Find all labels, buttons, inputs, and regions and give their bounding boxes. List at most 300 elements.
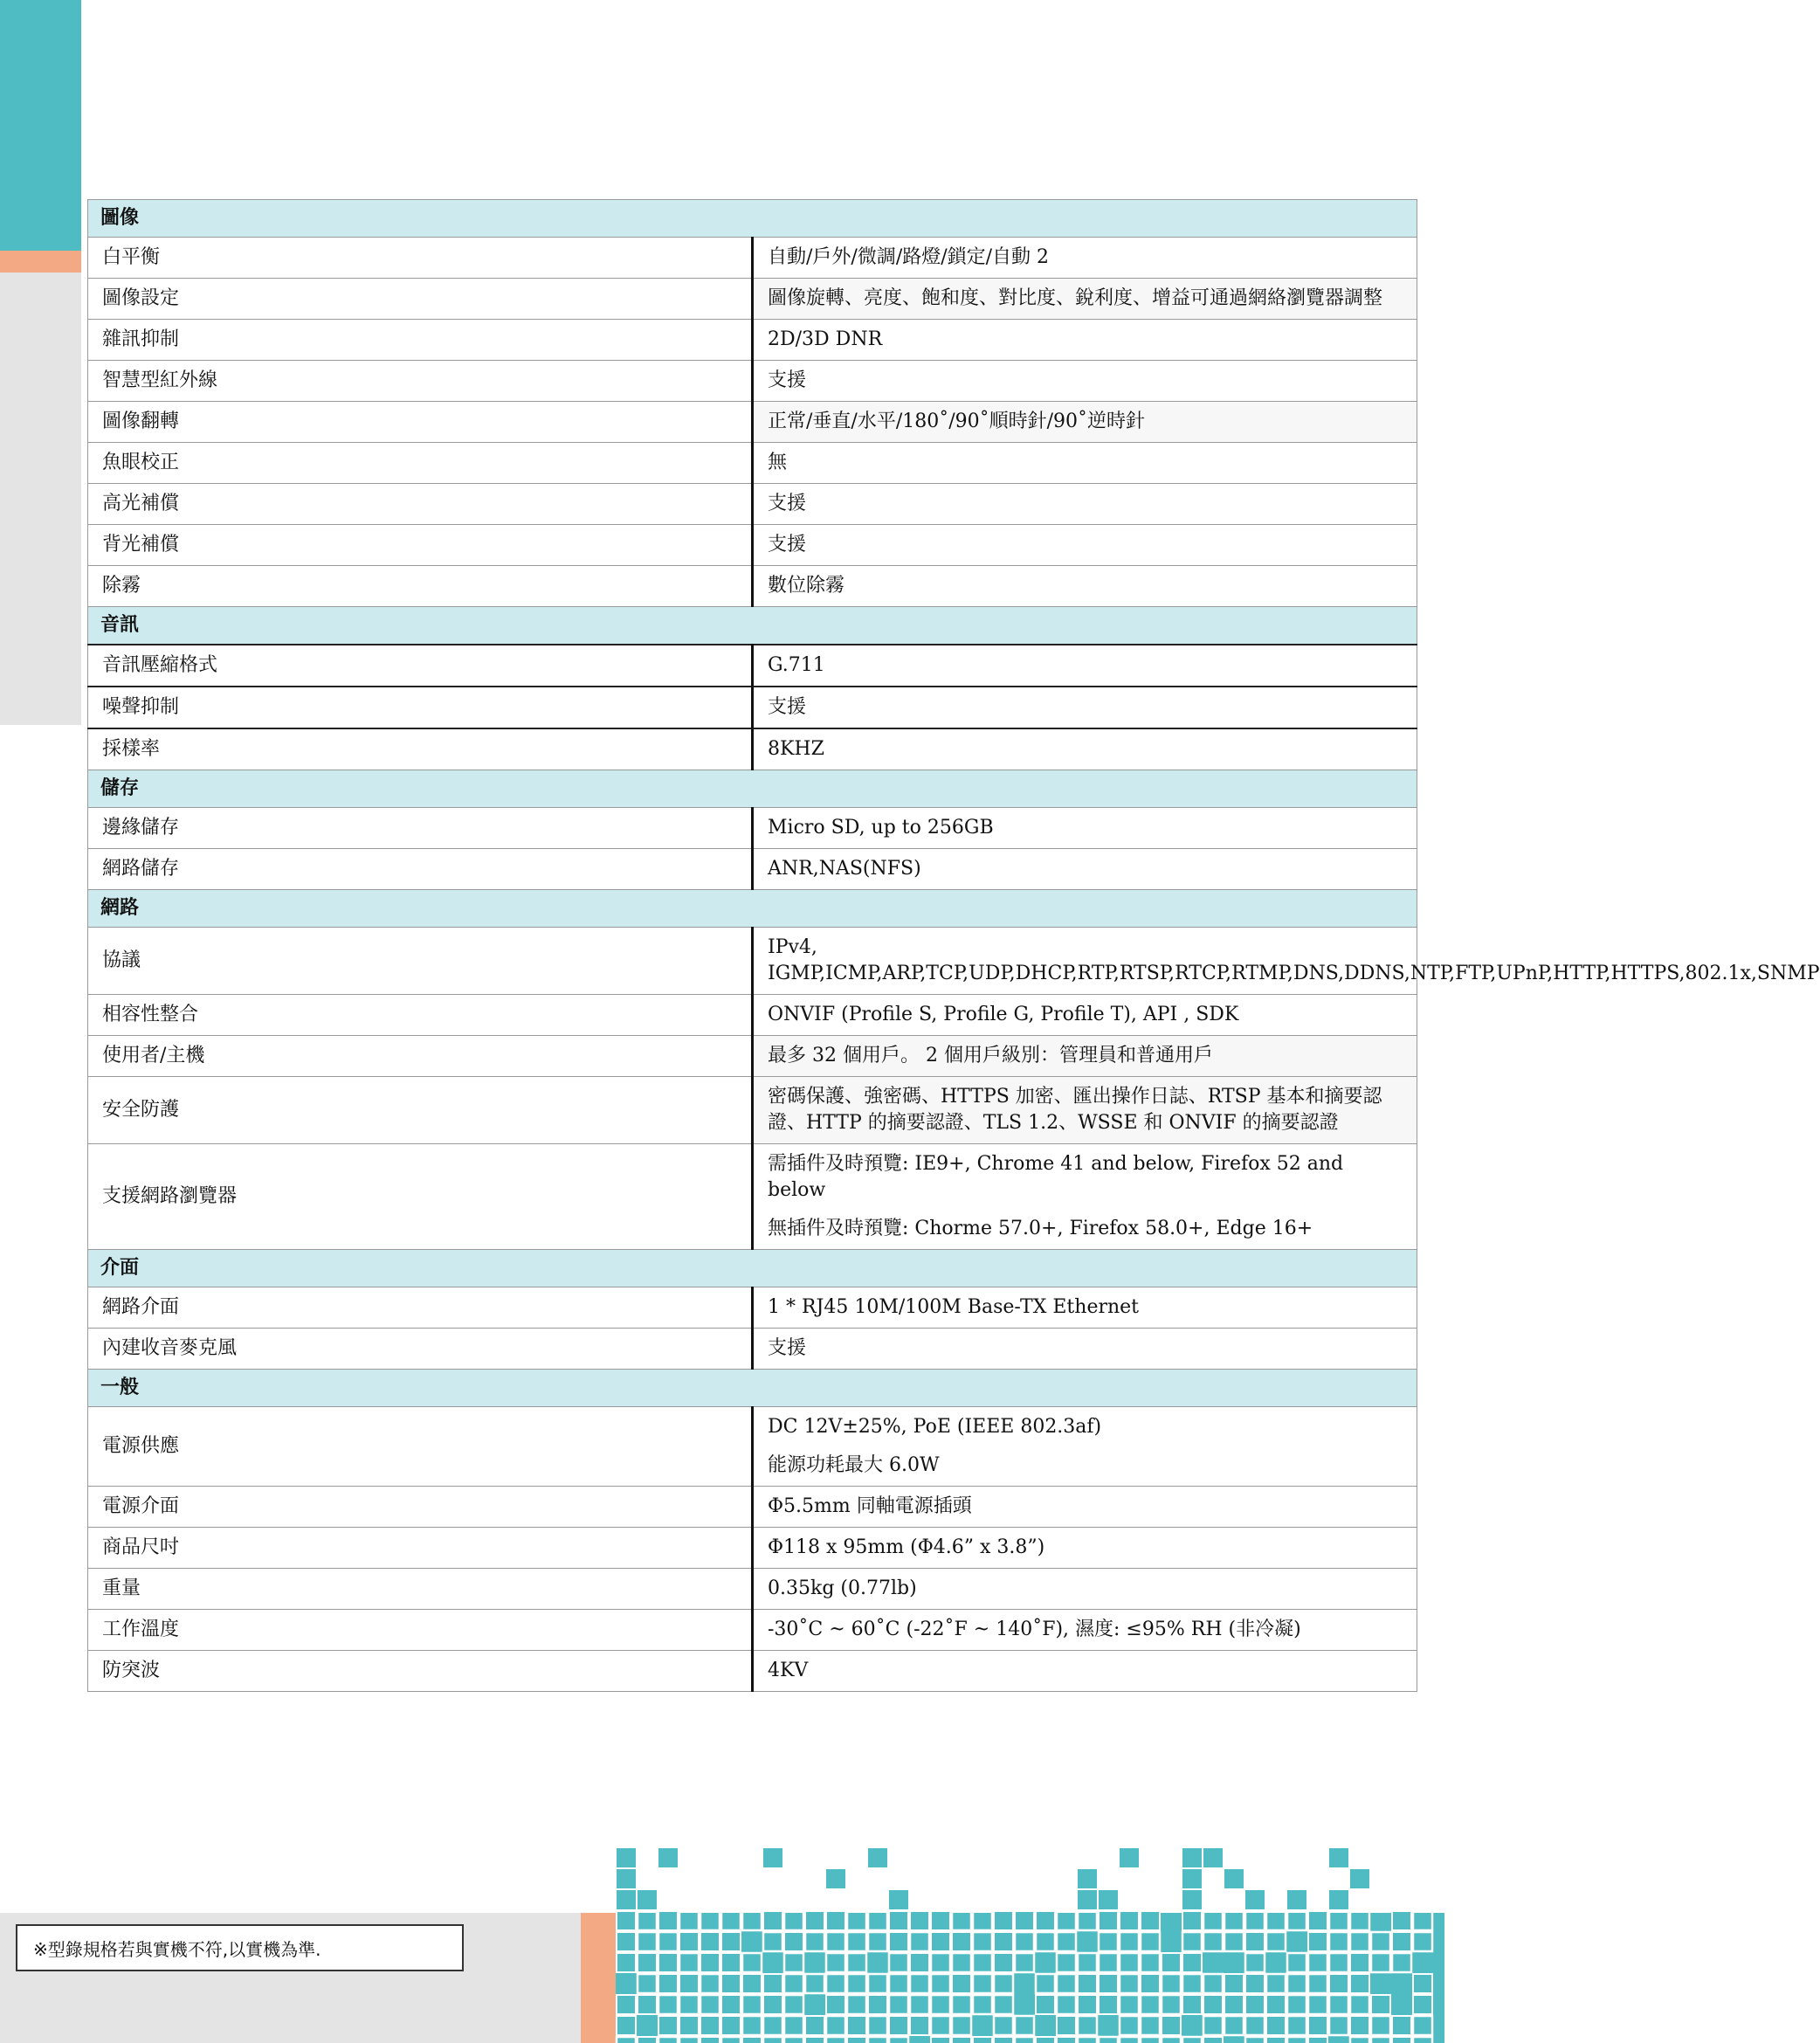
pixel-square xyxy=(847,1932,866,1951)
pixel-square xyxy=(1120,1995,1139,2014)
pixel-square xyxy=(1182,1848,1202,1867)
pixel-square xyxy=(973,1932,992,1951)
pixel-square xyxy=(1308,1995,1327,2014)
pixel-square xyxy=(1392,2016,1411,2035)
spec-value-line: 0.35kg (0.77lb) xyxy=(768,1577,917,1599)
pixel-square xyxy=(1266,1995,1286,2014)
pixel-square xyxy=(1162,1995,1181,2014)
pixel-square xyxy=(952,2037,971,2043)
pixel-square xyxy=(910,1995,929,2014)
pixel-square xyxy=(617,1869,636,1888)
pixel-square xyxy=(889,1890,908,1909)
spec-value-line: 圖像旋轉、亮度、飽和度、對比度、銳利度、增益可通過網絡瀏覽器調整 xyxy=(768,287,1383,309)
spec-label: 噪聲抑制 xyxy=(88,687,753,728)
spec-value-line: 自動/戶外/微調/路燈/鎖定/自動 2 xyxy=(768,246,1050,268)
pixel-square xyxy=(1182,1932,1202,1951)
pixel-square xyxy=(1329,1932,1348,1951)
pixel-square xyxy=(658,1932,678,1951)
pixel-square xyxy=(826,1911,845,1930)
spec-value-line: 密碼保護、強密碼、HTTPS 加密、匯出操作日誌、RTSP 基本和摘要認證、HTTP 的摘要認證、TLS 1.2、WSSE 和 ONVIF 的摘要認證 xyxy=(768,1086,1382,1134)
spec-value-line: -30˚C ~ 60˚C (-22˚F ~ 140˚F), 濕度: ≤95% RH (非冷凝) xyxy=(768,1619,1301,1640)
pixel-square xyxy=(1182,1995,1202,2014)
spec-value-line: G.711 xyxy=(768,654,825,676)
pixel-square xyxy=(889,2016,908,2035)
pixel-square xyxy=(1350,1869,1369,1888)
pixel-square xyxy=(1120,2016,1139,2035)
spec-label: 圖像設定 xyxy=(88,279,753,320)
section-title: 一般 xyxy=(88,1370,1417,1407)
pixel-square xyxy=(1308,2037,1327,2043)
pixel-square xyxy=(763,1995,782,2014)
spec-label: 相容性整合 xyxy=(88,995,753,1036)
pixel-square xyxy=(1099,1974,1118,1993)
pixel-square xyxy=(1287,2037,1306,2043)
pixel-square xyxy=(889,1995,908,2014)
spec-label: 電源供應 xyxy=(88,1407,753,1487)
pixel-square xyxy=(1036,1932,1055,1951)
pixel-square xyxy=(994,1911,1013,1930)
pixel-square xyxy=(638,2037,657,2043)
pixel-square xyxy=(721,1932,741,1951)
pixel-square xyxy=(679,1974,699,1993)
pixel-square xyxy=(868,1974,887,1993)
pixel-square xyxy=(1224,1869,1244,1888)
spec-label: 白平衡 xyxy=(88,238,753,279)
pixel-square xyxy=(784,1995,803,2014)
pixel-square xyxy=(1015,2037,1034,2043)
pixel-square xyxy=(826,1974,845,1993)
spec-label: 圖像翻轉 xyxy=(88,402,753,443)
pixel-square xyxy=(805,2016,824,2035)
pixel-square xyxy=(763,2016,782,2035)
pixel-square xyxy=(1078,2037,1097,2043)
pixel-square xyxy=(700,1953,720,1972)
pixel-square xyxy=(617,1953,636,1972)
pixel-square xyxy=(1392,2037,1411,2043)
section-title: 介面 xyxy=(88,1250,1417,1287)
pixel-square xyxy=(1392,1932,1411,1951)
pixel-square xyxy=(1120,2037,1139,2043)
spec-label: 電源介面 xyxy=(88,1487,753,1528)
pixel-square xyxy=(617,2037,636,2043)
pixel-square xyxy=(931,2037,950,2043)
pixel-square xyxy=(1413,1911,1432,1930)
pixel-square xyxy=(1308,1953,1327,1972)
pixel-square xyxy=(826,1953,845,1972)
pixel-square xyxy=(1078,1869,1097,1888)
pixel-square xyxy=(763,2037,782,2043)
pixel-square xyxy=(1015,1932,1034,1951)
pixel-square xyxy=(1182,1869,1202,1888)
pixel-square xyxy=(763,1974,782,1993)
pixel-square xyxy=(1224,1911,1244,1930)
pixel-square xyxy=(1413,1932,1432,1951)
pixel-square xyxy=(1413,1974,1432,1993)
pixel-square xyxy=(1182,2037,1202,2043)
pixel-square xyxy=(784,2016,803,2035)
pixel-square xyxy=(826,1995,845,2014)
pixel-square xyxy=(973,1995,992,2014)
pixel-square xyxy=(847,2016,866,2035)
pixel-square xyxy=(931,1953,950,1972)
spec-value-line: 8KHZ xyxy=(768,738,824,760)
pixel-square xyxy=(1203,1974,1223,1993)
pixel-square xyxy=(1099,1911,1118,1930)
spec-label: 高光補償 xyxy=(88,484,753,525)
pixel-square xyxy=(1120,1911,1139,1930)
pixel-square xyxy=(847,1974,866,1993)
pixel-square xyxy=(617,1911,636,1930)
pixel-square xyxy=(952,2016,971,2035)
pixel-square xyxy=(658,1848,678,1867)
pixel-square xyxy=(700,1932,720,1951)
pixel-square xyxy=(1036,1911,1055,1930)
pixel-square xyxy=(700,1974,720,1993)
pixel-square xyxy=(721,2016,741,2035)
pixel-square xyxy=(1308,1974,1327,1993)
pixel-square xyxy=(1057,1932,1076,1951)
pixel-square xyxy=(1371,1995,1390,2014)
spec-value-line: 2D/3D DNR xyxy=(768,328,883,350)
pixel-square xyxy=(1392,1953,1411,1972)
pixel-square xyxy=(1350,1953,1369,1972)
spec-value-line: 數位除霧 xyxy=(768,575,845,597)
pixel-square xyxy=(868,2016,887,2035)
spec-value-line: 無 xyxy=(768,452,788,473)
pixel-square xyxy=(658,1911,678,1930)
pixel-square xyxy=(1224,2016,1244,2035)
pixel-square xyxy=(952,1953,971,1972)
pixel-square xyxy=(1371,1932,1390,1951)
pixel-square xyxy=(1224,1995,1244,2014)
spec-value-line: 支援 xyxy=(768,534,807,556)
pixel-square xyxy=(1057,1911,1076,1930)
spec-value-line: Micro SD, up to 256GB xyxy=(768,817,994,839)
pixel-square xyxy=(1099,1953,1118,1972)
pixel-square xyxy=(1203,2037,1223,2043)
pixel-square xyxy=(805,1932,824,1951)
pixel-square xyxy=(1329,1953,1348,1972)
pixel-square xyxy=(847,1953,866,1972)
pixel-square xyxy=(1329,1995,1348,2014)
pixel-square xyxy=(1413,2016,1432,2035)
pixel-square xyxy=(638,1911,657,1930)
pixel-square xyxy=(742,2037,762,2043)
spec-label: 音訊壓縮格式 xyxy=(88,645,753,687)
pixel-square xyxy=(1162,2016,1181,2035)
pixel-square xyxy=(1392,1911,1411,1930)
pixel-square xyxy=(1182,1890,1202,1909)
pixel-square xyxy=(952,1932,971,1951)
pixel-square xyxy=(1099,1995,1118,2014)
pixel-square xyxy=(1287,1890,1306,1909)
pixel-square xyxy=(1203,1995,1223,2014)
pixel-square xyxy=(1266,1974,1286,1993)
pixel-square xyxy=(700,1911,720,1930)
pixel-square xyxy=(1266,2016,1286,2035)
pixel-square xyxy=(1182,1953,1202,1972)
pixel-square xyxy=(763,1932,782,1951)
pixel-square xyxy=(1350,2037,1369,2043)
spec-label: 除霧 xyxy=(88,566,753,607)
spec-label: 使用者/主機 xyxy=(88,1036,753,1077)
pixel-square xyxy=(1371,2016,1390,2035)
pixel-square xyxy=(826,2016,845,2035)
pixel-square xyxy=(784,1911,803,1930)
pixel-square xyxy=(1015,1911,1034,1930)
pixel-square xyxy=(721,1953,741,1972)
pixel-square xyxy=(700,2016,720,2035)
spec-value-line: 正常/垂直/水平/180˚/90˚順時針/90˚逆時針 xyxy=(768,411,1146,432)
spec-value-line: DC 12V±25%, PoE (IEEE 802.3af) xyxy=(768,1416,1102,1438)
pixel-square xyxy=(1120,1848,1139,1867)
pixel-square xyxy=(721,1995,741,2014)
pixel-square xyxy=(889,1911,908,1930)
pixel-square xyxy=(973,1911,992,1930)
pixel-square xyxy=(1266,1932,1286,1951)
pixel-square xyxy=(1162,2037,1181,2043)
pixel-square xyxy=(805,1974,824,1993)
pixel-square xyxy=(1350,1911,1369,1930)
pixel-square xyxy=(1287,1953,1306,1972)
pixel-square xyxy=(1203,1911,1223,1930)
pixel-square xyxy=(700,2037,720,2043)
pixel-square xyxy=(1266,2037,1286,2043)
pixel-square xyxy=(1245,1953,1265,1972)
pixel-square xyxy=(617,1932,636,1951)
pixel-square xyxy=(994,1953,1013,1972)
pixel-square xyxy=(826,1932,845,1951)
spec-value-line: ONVIF (Profile S, Profile G, Profile T), API , SDK xyxy=(768,1004,1239,1025)
pixel-square xyxy=(910,1974,929,1993)
pixel-square xyxy=(1120,1974,1139,1993)
pixel-square xyxy=(1266,1911,1286,1930)
pixel-square xyxy=(1078,1995,1097,2014)
pixel-square xyxy=(1141,1911,1160,1930)
spec-label: 採樣率 xyxy=(88,728,753,770)
pixel-square xyxy=(931,1932,950,1951)
section-title: 音訊 xyxy=(88,607,1417,645)
pixel-square xyxy=(826,2037,845,2043)
spec-label: 支援網路瀏覽器 xyxy=(88,1144,753,1250)
spec-value-line: 支援 xyxy=(768,493,807,514)
pixel-square xyxy=(617,1848,636,1867)
pixel-square xyxy=(931,1911,950,1930)
pixel-square xyxy=(1413,2037,1432,2043)
pixel-square xyxy=(889,2037,908,2043)
pixel-square xyxy=(1245,2037,1265,2043)
pixel-square xyxy=(1287,2016,1306,2035)
pixel-square xyxy=(1078,1890,1097,1909)
pixel-square xyxy=(763,1911,782,1930)
pixel-square xyxy=(1099,2037,1118,2043)
pixel-square xyxy=(679,1995,699,2014)
spec-value-line: Φ5.5mm 同軸電源插頭 xyxy=(768,1495,972,1517)
pixel-square xyxy=(1413,1995,1432,2014)
pixel-square xyxy=(1057,1953,1076,1972)
pixel-square xyxy=(994,2037,1013,2043)
spec-label: 重量 xyxy=(88,1569,753,1610)
pixel-square xyxy=(994,2016,1013,2035)
pixel-square xyxy=(700,1995,720,2014)
spec-value-line: 能源功耗最大 6.0W xyxy=(768,1454,940,1476)
pixel-square xyxy=(1329,1911,1348,1930)
pixel-square xyxy=(1350,1995,1369,2014)
pixel-square xyxy=(847,1995,866,2014)
pixel-square xyxy=(679,1932,699,1951)
pixel-square xyxy=(1162,1974,1181,1993)
spec-label: 工作溫度 xyxy=(88,1610,753,1651)
pixel-square xyxy=(1141,1953,1160,1972)
pixel-square xyxy=(994,1932,1013,1951)
pixel-square xyxy=(638,1932,657,1951)
pixel-square xyxy=(679,1911,699,1930)
pixel-square xyxy=(1015,2016,1034,2035)
pixel-square xyxy=(973,1953,992,1972)
spec-value-line: ANR,NAS(NFS) xyxy=(768,858,921,880)
pixel-square xyxy=(742,2016,762,2035)
spec-value-line: 支援 xyxy=(768,1337,807,1359)
spec-value-line: Φ118 x 95mm (Φ4.6” x 3.8”) xyxy=(768,1536,1045,1558)
pixel-square xyxy=(617,1890,636,1909)
pixel-square xyxy=(1245,1995,1265,2014)
pixel-square xyxy=(1245,1974,1265,1993)
spec-label: 雜訊抑制 xyxy=(88,320,753,361)
pixel-square xyxy=(910,1911,929,1930)
pixel-square xyxy=(679,2016,699,2035)
pixel-square xyxy=(1245,1932,1265,1951)
spec-label: 背光補償 xyxy=(88,525,753,566)
pixel-square xyxy=(805,1911,824,1930)
pixel-square xyxy=(658,1953,678,1972)
spec-value-line: 支援 xyxy=(768,369,807,391)
pixel-square xyxy=(889,1974,908,1993)
pixel-square xyxy=(1308,2016,1327,2035)
spec-value-line: 無插件及時預覽: Chorme 57.0+, Firefox 58.0+, Edge 16+ xyxy=(768,1218,1313,1239)
pixel-square xyxy=(1371,2037,1390,2043)
pixel-square xyxy=(679,1953,699,1972)
section-title: 圖像 xyxy=(88,200,1417,238)
pixel-square xyxy=(952,1911,971,1930)
pixel-square xyxy=(638,1953,657,1972)
pixel-square xyxy=(784,1932,803,1951)
disclaimer-note: ※型錄規格若與實機不符,以實機為準. xyxy=(16,1924,464,1971)
pixel-square xyxy=(721,2037,741,2043)
section-title: 儲存 xyxy=(88,770,1417,808)
pixel-square xyxy=(1057,2016,1076,2035)
pixel-square xyxy=(742,1911,762,1930)
pixel-square xyxy=(658,2016,678,2035)
pixel-square xyxy=(868,1995,887,2014)
pixel-square xyxy=(784,1974,803,1993)
spec-label: 協議 xyxy=(88,928,753,995)
pixel-square xyxy=(1036,2037,1055,2043)
pixel-square xyxy=(1224,1932,1244,1951)
pixel-square xyxy=(910,2016,929,2035)
pixel-square xyxy=(1057,1995,1076,2014)
pixel-square xyxy=(994,1995,1013,2014)
pixel-square xyxy=(1350,1932,1369,1951)
pixel-square xyxy=(805,2037,824,2043)
pixel-square xyxy=(1120,1932,1139,1951)
pixel-square xyxy=(1057,2037,1076,2043)
pixel-square xyxy=(742,1953,762,1972)
pixel-square xyxy=(1329,1848,1348,1867)
pixel-square xyxy=(994,1974,1013,1993)
pixel-square xyxy=(1078,1974,1097,1993)
pixel-square xyxy=(1120,1953,1139,1972)
pixel-square xyxy=(847,2037,866,2043)
spec-label: 邊緣儲存 xyxy=(88,808,753,849)
pixel-square xyxy=(952,1995,971,2014)
pixel-square xyxy=(889,1953,908,1972)
pixel-square xyxy=(973,1974,992,1993)
pixel-square xyxy=(1245,2016,1265,2035)
pixel-square xyxy=(1308,1911,1327,1930)
pixel-square xyxy=(1287,1974,1306,1993)
pixel-square xyxy=(1078,1911,1097,1930)
pixel-square xyxy=(1224,1974,1244,1993)
pixel-square xyxy=(952,1974,971,1993)
pixel-square xyxy=(1141,2016,1160,2035)
pixel-square xyxy=(1141,2037,1160,2043)
pixel-square xyxy=(742,1995,762,2014)
spec-label: 安全防護 xyxy=(88,1077,753,1144)
pixel-square xyxy=(1350,1974,1369,1993)
spec-value-line: 最多 32 個用戶。 2 個用戶級別：管理員和普通用戶 xyxy=(768,1045,1213,1066)
pixel-square xyxy=(868,1932,887,1951)
pixel-square xyxy=(931,2016,950,2035)
pixel-square xyxy=(784,1953,803,1972)
pixel-square xyxy=(638,1974,657,1993)
spec-value-line: 支援 xyxy=(768,696,807,718)
pixel-square xyxy=(889,1932,908,1951)
pixel-square xyxy=(1182,1911,1202,1930)
spec-label: 防突波 xyxy=(88,1651,753,1692)
spec-label: 網路儲存 xyxy=(88,849,753,890)
pixel-square xyxy=(721,1974,741,1993)
pixel-square xyxy=(1245,1890,1265,1909)
pixel-square xyxy=(1203,1932,1223,1951)
pixel-square xyxy=(1329,1974,1348,1993)
pixel-square xyxy=(1078,1953,1097,1972)
pixel-square xyxy=(638,1995,657,2014)
section-title: 網路 xyxy=(88,890,1417,928)
pixel-square xyxy=(1329,1890,1348,1909)
pixel-square xyxy=(617,2016,636,2035)
pixel-square xyxy=(1203,2016,1223,2035)
pixel-square xyxy=(1245,1911,1265,1930)
spec-value-line: 1 * RJ45 10M/100M Base-TX Ethernet xyxy=(768,1296,1140,1318)
pixel-square xyxy=(1141,1932,1160,1951)
spec-value-line: 需插件及時預覽: IE9+, Chrome 41 and below, Firefox 52 and below xyxy=(768,1153,1344,1201)
pixel-square xyxy=(910,1953,929,1972)
pixel-square xyxy=(826,1869,845,1888)
pixel-square xyxy=(1099,1890,1118,1909)
spec-label: 魚眼校正 xyxy=(88,443,753,484)
pixel-square xyxy=(638,1890,657,1909)
pixel-square xyxy=(742,1974,762,1993)
pixel-square xyxy=(868,1911,887,1930)
pixel-square xyxy=(721,1911,741,1930)
pixel-square xyxy=(1371,1953,1390,1972)
pixel-square xyxy=(931,1974,950,1993)
pixel-square xyxy=(1287,1911,1306,1930)
pixel-square xyxy=(1099,1932,1118,1951)
spec-label: 智慧型紅外線 xyxy=(88,361,753,402)
pixel-square xyxy=(1182,1974,1202,1993)
pixel-square xyxy=(784,2037,803,2043)
